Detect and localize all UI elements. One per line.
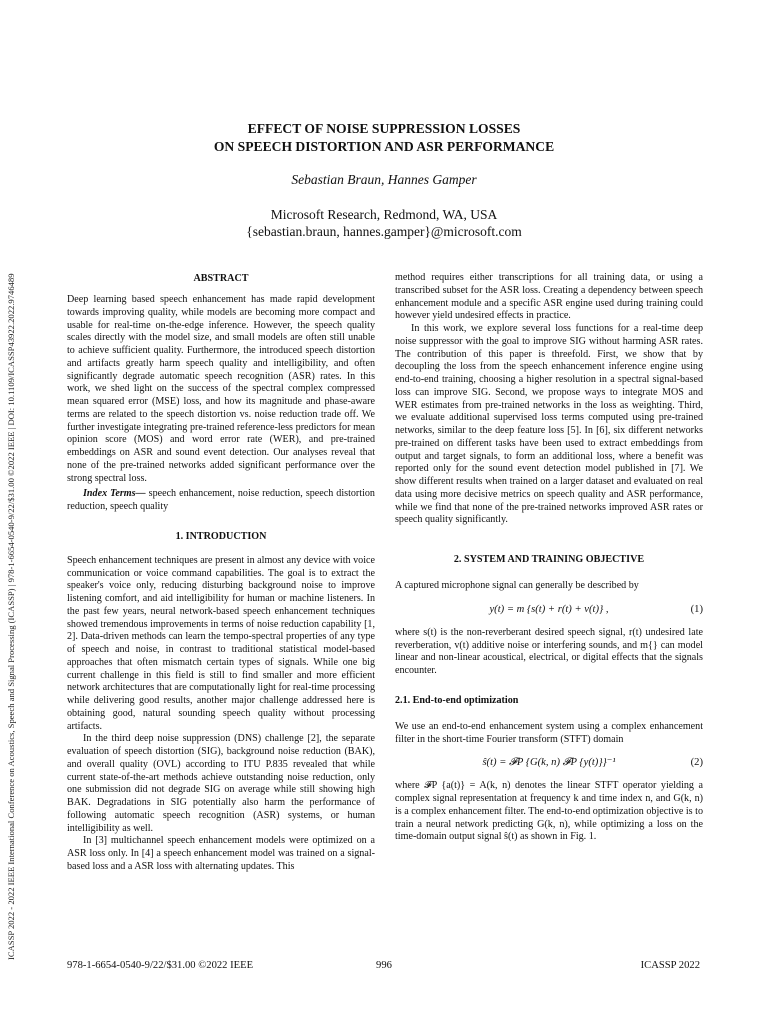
affiliation-block [0, 206, 768, 240]
title-line-1: EFFECT OF NOISE SUPPRESSION LOSSES [247, 121, 521, 136]
right-column [395, 272, 703, 844]
footer-copyright: 978-1-6654-0540-9/22/$31.00 ©2022 IEEE [67, 960, 254, 971]
section-2-paragraph-2: where s(t) is the non-reverberant desired speech signal, r(t) undesired late reverberation, v(t) additive noise or interfering sounds, and m{} can model linear and non-linear acoustical, electrical, or digital effects that the signals encounter. [395, 626, 703, 676]
section-2-heading: 2. SYSTEM AND TRAINING OBJECTIVE [453, 554, 645, 565]
intro-heading: 1. INTRODUCTION [175, 530, 267, 542]
index-terms-text: speech enhancement, noise reduction, speech distortion reduction, speech quality [67, 488, 375, 512]
index-terms [67, 488, 375, 514]
footer-conference: ICASSP 2022 [640, 960, 700, 971]
equation-1 [395, 599, 703, 621]
title-line-2: ON SPEECH DISTORTION AND ASR PERFORMANCE [213, 139, 555, 154]
subsection-2-1-paragraph-2: where 𝓕P {a(t)} = A(k, n) denotes the linear STFT operator yielding a complex signal representation at frequency k and time index n, and G(k, n) is a complex enhancement filter. The end-to-end optimization objective is to train a neural network predicting G(k, n), while optimizing a loss on the time-domain output signal ŝ(t) as shown in Fig. 1. [395, 780, 703, 843]
authors: Sebastian Braun, Hannes Gamper [291, 172, 477, 187]
sidebar-text: ICASSP 2022 - 2022 IEEE International Conference on Acoustics, Speech and Signal Processing (ICASSP) | 978-1-6654-0540-9/22/$31.00 ©2022 IEEE | DOI: 10.1109/ICASSP43922.2022.9746489 [6, 273, 16, 960]
right-paragraph-1: method requires either transcriptions for all training data, or using a transcribed subset for the ASR loss. Creating a dependency between speech enhancement module and a specific ASR engine used during training could however yield undesired effects in practice. [395, 272, 703, 322]
index-terms-label: Index Terms— [83, 488, 146, 500]
subsection-2-1-heading: 2.1. End-to-end optimization [395, 694, 519, 706]
equation-1-body: y(t) = m {s(t) + r(t) + v(t)} , [489, 603, 609, 615]
left-column [67, 272, 375, 874]
abstract-heading: ABSTRACT [193, 273, 249, 284]
intro-paragraph-3: In [3] multichannel speech enhancement models were optimized on a ASR loss only. In [4] a speech enhancement model was trained on a signal-based loss and a ASR loss with alternating updates. This [67, 835, 375, 872]
section-2-paragraph-1: A captured microphone signal can generally be described by [395, 580, 639, 591]
abstract-text: Deep learning based speech enhancement has made rapid development towards improving quality, while models are becoming more compact and usable for real-time on-the-edge inference. However, the speech quality scales directly with the model size, and small models are often still unable to achieve sufficient quality. Furthermore, the introduced speech distortion and artifacts greatly harm speech quality and intelligibility, and often significantly degrade automatic speech recognition (ASR) rates. In this work, we shed light on the success of the spectral complex compressed mean squared error (MSE) loss, and how its magnitude and phase-aware terms are related to the speech distortion vs. noise reduction trade off. We further investigate integrating pre-trained reference-less predictors for mean opinion score (MOS) and word error rate (WER), and pre-trained embeddings on ASR and sound event detection. Our analyses reveal that none of the pre-trained networks added significant performance over the strong spectral loss. [67, 294, 375, 484]
intro-paragraph-2: In the third deep noise suppression (DNS) challenge [2], the separate evaluation of speech distortion (SIG), background noise reduction (BAK), and overall quality (OVL) according to ITU P.835 revealed that while current state-of-the-art methods achieve outstanding noise reduction, only one submission did not degrade SIG on average while still showing high BAK. Degradations in SIG potentially also harm the performance of following automatic speech recognition (ASR) systems, or human intelligibility as well. [67, 733, 375, 834]
equation-2-body: ŝ(t) = 𝓕P {G(k, n) 𝓕P {y(t)}}⁻¹ [482, 757, 616, 769]
affiliation: Microsoft Research, Redmond, WA, USA [270, 207, 498, 222]
emails: {sebastian.braun, hannes.gamper}@microsoft.com [246, 224, 522, 239]
equation-2 [395, 752, 703, 774]
equation-1-number: (1) [690, 603, 703, 615]
equation-2-number: (2) [690, 757, 703, 769]
intro-paragraph-1: Speech enhancement techniques are present in almost any device with voice communication or voice command capabilities. The goal is to extract the speaker's voice only, reducing disturbing background noise to improve listening comfort, and aid intelligibility for human or machine listeners. In the past few years, neural network-based speech enhancement techniques showed tremendous improvements in terms of noise reduction capability [1, 2]. Data-driven methods can learn the tempo-spectral properties of any type of speech and noise, in contrast to traditional statistical model-based approaches that often mismatch certain types of signals. While one big current challenge in this field is still to find smaller and more efficient network architectures that are computationally light for real-time processing while delivering good results, another major challenge addressed here is obtaining good, natural sounding speech quality without processing artifacts. [67, 554, 375, 732]
subsection-2-1-paragraph-1: We use an end-to-end enhancement system using a complex enhancement filter in the short-time Fourier transform (STFT) domain [395, 720, 703, 745]
footer-page-number: 996 [376, 960, 392, 971]
paper-title [0, 120, 768, 156]
right-paragraph-2: In this work, we explore several loss functions for a real-time deep noise suppressor with the goal to improve SIG without harming ASR rates. The contribution of this paper is threefold. First, we show that by decoupling the loss from the speech enhancement inference engine using end-to-end training, choosing a higher resolution in a spectral signal-based loss can improve SIG. Second, we propose ways to integrate MOS and WER estimates from pre-trained networks in the loss as weighting. Third, we evaluate additional supervised loss terms computed using pre-trained networks, similar to the deep feature loss [5]. In [6], six different networks pre-trained on different tasks have been used to extract embeddings from output and target signals, to form an additional loss, where a benefit was reported only for the sound event detection model published in [7]. We show different results when trained on a larger dataset and evaluated on real data using more decisive metrics on speech quality and ASR performance, while we find that none of the pre-trained networks improved ASR rates or speech quality significantly. [395, 323, 703, 526]
